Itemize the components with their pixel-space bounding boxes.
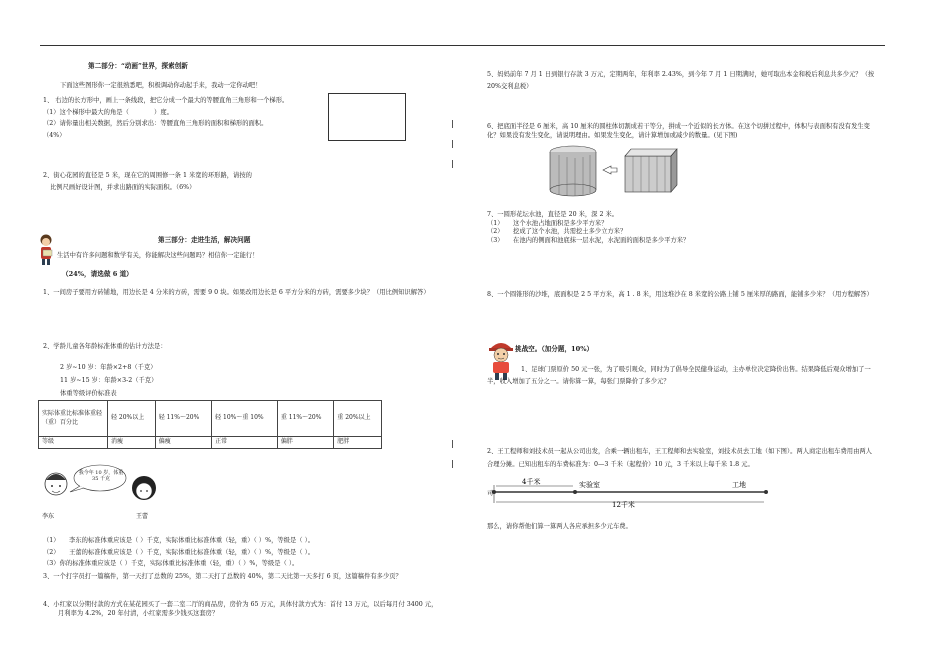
column-divider bbox=[452, 440, 453, 448]
bonus-q2-end: 那么，请你帮他们算一算两人各应承担多少元车费。 bbox=[487, 523, 632, 530]
bonus-q2-line2: 合理分摊。已知出租车的车费标准为：0—3 千米（起程价）10 元，3 千米以上每千米 1.8 元。 bbox=[487, 460, 754, 468]
left-kid-caption: 李东 bbox=[42, 513, 55, 520]
route-mid-label: 实验室 bbox=[579, 481, 600, 489]
bonus-q2-line1: 2、王工程师和刘技术员一起从公司出发，合乘一辆出租车，王工程师和去实验室，刘技术员去工地（如下图）。两人商定出租车费用由两人 bbox=[487, 448, 872, 455]
part3-q2-line1: 2、学龄儿童各年龄标准体重的估计方法是： bbox=[43, 343, 167, 350]
table-header-cell: 重 11%～20% bbox=[277, 401, 333, 437]
right-q8: 8、一个圆锥形的沙堆，底面积是 2 5 平方米，高 1 . 8 米，用这堆沙在 8 米宽的公路上铺 5 厘米厚的路面，能铺多少米？（用方程解答） bbox=[487, 291, 873, 298]
right-q7 bbox=[487, 211, 907, 245]
right-q7-line1: 7、一圆形花坛水池，直径是 20 米，深 2 米。 bbox=[487, 211, 619, 218]
table-header-cell: 轻 11%～20% bbox=[155, 401, 211, 437]
part3-q4-line1: 4、小红家以分期付款的方式在某花园买了一套二室二厅的商品房，房价为 65 万元，具体付款方式为：首付 13 万元，以后每月付 3400 元， bbox=[43, 601, 438, 608]
cylinder-to-cuboid-figure bbox=[545, 142, 680, 198]
speech-bubble-text: 我今年 10 岁，体重 35 千克 bbox=[78, 470, 124, 482]
route-total-label: 12千米 bbox=[612, 501, 635, 508]
part3-q2-subquestions bbox=[43, 537, 463, 569]
formula-2: 11 岁~15 岁：年龄×3-2（千克） bbox=[60, 377, 158, 384]
route-end-label: 工地 bbox=[732, 481, 746, 489]
column-divider bbox=[452, 160, 453, 168]
route-start-label: 司 bbox=[487, 490, 494, 497]
right-q5-line2: 20%交利息税） bbox=[487, 82, 533, 90]
part2-intro: 下面这些图形你一定很熟悉吧，积极调动你动起手来，我动一定你动吧！ bbox=[60, 82, 262, 89]
part2-q2 bbox=[43, 172, 463, 192]
rectangle-figure bbox=[328, 93, 406, 141]
table-header-cell: 重 20%以上 bbox=[334, 401, 382, 437]
bonus-q1-line1: 1、足球门票原价 50 元一张，为了吸引观众，同时为了倡导全民健身运动，主办单位决定降价出售。结果降低后观众增加了一 bbox=[521, 366, 871, 373]
table-cell: 偏瘦 bbox=[155, 437, 211, 449]
right-q5-line1: 5、妈妈前年 7 月 1 日到银行存款 3 万元，定期两年，年利率 2.43%，到今年 7 月 1 日期满时，她可取出本金和税后利息共多少元？（按 bbox=[487, 71, 875, 78]
girl-reading-icon bbox=[38, 234, 56, 266]
right-q7-sub3: （3） 在池内的侧面和池底抹一层水泥，水泥面的面积是多少平方米？ bbox=[487, 236, 690, 244]
table-cell: 偏胖 bbox=[277, 437, 333, 449]
boy-mascot-icon bbox=[487, 339, 515, 381]
part2-q1-line3: （2）请你量出相关数据，然后分别求出：等腰直角三角形的面积和梯形的面积。 bbox=[43, 120, 268, 127]
bonus-q1-line2: 半，收入增加了五分之一。请你算一算，每张门票降价了多少元？ bbox=[487, 378, 670, 385]
part3-q1: 1、一间房子要用方砖铺地，用边长是 4 分米的方砖，需要 9 0 块。如果改用边长是 6 平方分米的方砖，需要多少块？（用比例知识解答） bbox=[43, 289, 430, 296]
route-seg1-label: 4千米 bbox=[522, 478, 541, 486]
table-header-cell: 实际体重比标准体重轻（重）百分比 bbox=[39, 401, 108, 437]
part3-q2-sub1: （1） 李东的标准体重应该是（ ）千克，实际体重比标准体重（轻，重）（ ）%，等级是（ ）。 bbox=[43, 537, 315, 544]
part3-q4 bbox=[43, 601, 473, 618]
table-header-cell: 轻 20%以上 bbox=[108, 401, 156, 437]
right-q7-sub2: （2） 挖成了这个水池，共需挖土多少立方米？ bbox=[487, 228, 627, 235]
right-q7-sub1: （1） 这个水池占地面积是多少平方米？ bbox=[487, 219, 608, 227]
part2-q1-line4: （4%） bbox=[43, 131, 66, 139]
part3-q2-sub2: （2） 王蕾的标准体重应该是（ ）千克，实际体重比标准体重（轻，重）（ ）%，等级是（ ）。 bbox=[43, 548, 315, 556]
right-q6 bbox=[487, 123, 907, 140]
part2-q2-line2: 比例尺画好设计图，并求出路面的实际面积。（6%） bbox=[50, 183, 196, 191]
formula-1: 2 岁~10 岁：年龄×2+8（千克） bbox=[60, 364, 157, 371]
table-cell: 肥胖 bbox=[334, 437, 382, 449]
right-q6-line1: 6、把底面半径是 6 厘米，高 10 厘米的圆柱体切割成若干等分，拼成一个近似的长方体。在这个切拼过程中，体积与表面积有没有发生变 bbox=[487, 123, 870, 130]
right-kid-caption: 王蕾 bbox=[136, 513, 149, 520]
table-cell: 消瘦 bbox=[108, 437, 156, 449]
part2-title: 第二部分：“动画”世界，探索创新 bbox=[88, 62, 188, 70]
part3-q2 bbox=[43, 343, 463, 352]
taxi-route-diagram bbox=[484, 478, 774, 508]
part2-q1-line2: （1）这个梯形中最大的角是（ ）度。 bbox=[43, 108, 173, 116]
part3-intro: 生活中有许多问题和数学有关，你能解决这些问题吗？相信你一定能行！ bbox=[57, 252, 259, 259]
part3-q2-sub3: （3）你的标准体重应该是（ ）千克，实际体重比标准体重（轻，重）（ ）%，等级是（ ）。 bbox=[43, 560, 299, 567]
part3-q4-line2: 月利率为 4.2%，20 年付清，小红家需多少钱买这套房？ bbox=[58, 609, 219, 617]
right-q5 bbox=[487, 71, 907, 91]
part2-q2-line1: 2、街心花园的直径是 5 米，现在它的周围修一条 1 米宽的环形路，请按的 bbox=[43, 172, 252, 179]
bonus-q2 bbox=[487, 448, 907, 469]
part3-title: 第三部分：走进生活，解决问题 bbox=[158, 236, 251, 244]
top-rule bbox=[40, 45, 885, 46]
table-cell: 等级 bbox=[39, 437, 108, 449]
right-q6-line2: 化？如果没有发生变化，请说明理由。如果发生变化，请计算增加或减少的数量。(见下图) bbox=[487, 131, 738, 139]
table-header-cell: 轻 10%～重 10% bbox=[212, 401, 278, 437]
bonus-title: 挑战空。（加分题，10%） bbox=[515, 345, 594, 353]
part3-q3: 3、一个打字员打一篇稿件，第一天打了总数的 25%，第二天打了总数的 40%，第二天比第一天多打 6 页，这篇稿件有多少页？ bbox=[43, 573, 402, 580]
weight-evaluation-table bbox=[38, 400, 382, 449]
table-cell: 正常 bbox=[212, 437, 278, 449]
part2-q1-line1: 1、 右边的长方形中，画上一条线段，把它分成一个最大的等腰直角三角形和一个梯形。 bbox=[43, 97, 289, 104]
table-caption: 体重等级评价标准表 bbox=[60, 390, 117, 397]
column-divider bbox=[452, 120, 453, 128]
column-divider bbox=[452, 140, 453, 148]
part3-choose: （24%，请选做 6 道） bbox=[62, 270, 133, 278]
column-divider bbox=[452, 460, 453, 468]
